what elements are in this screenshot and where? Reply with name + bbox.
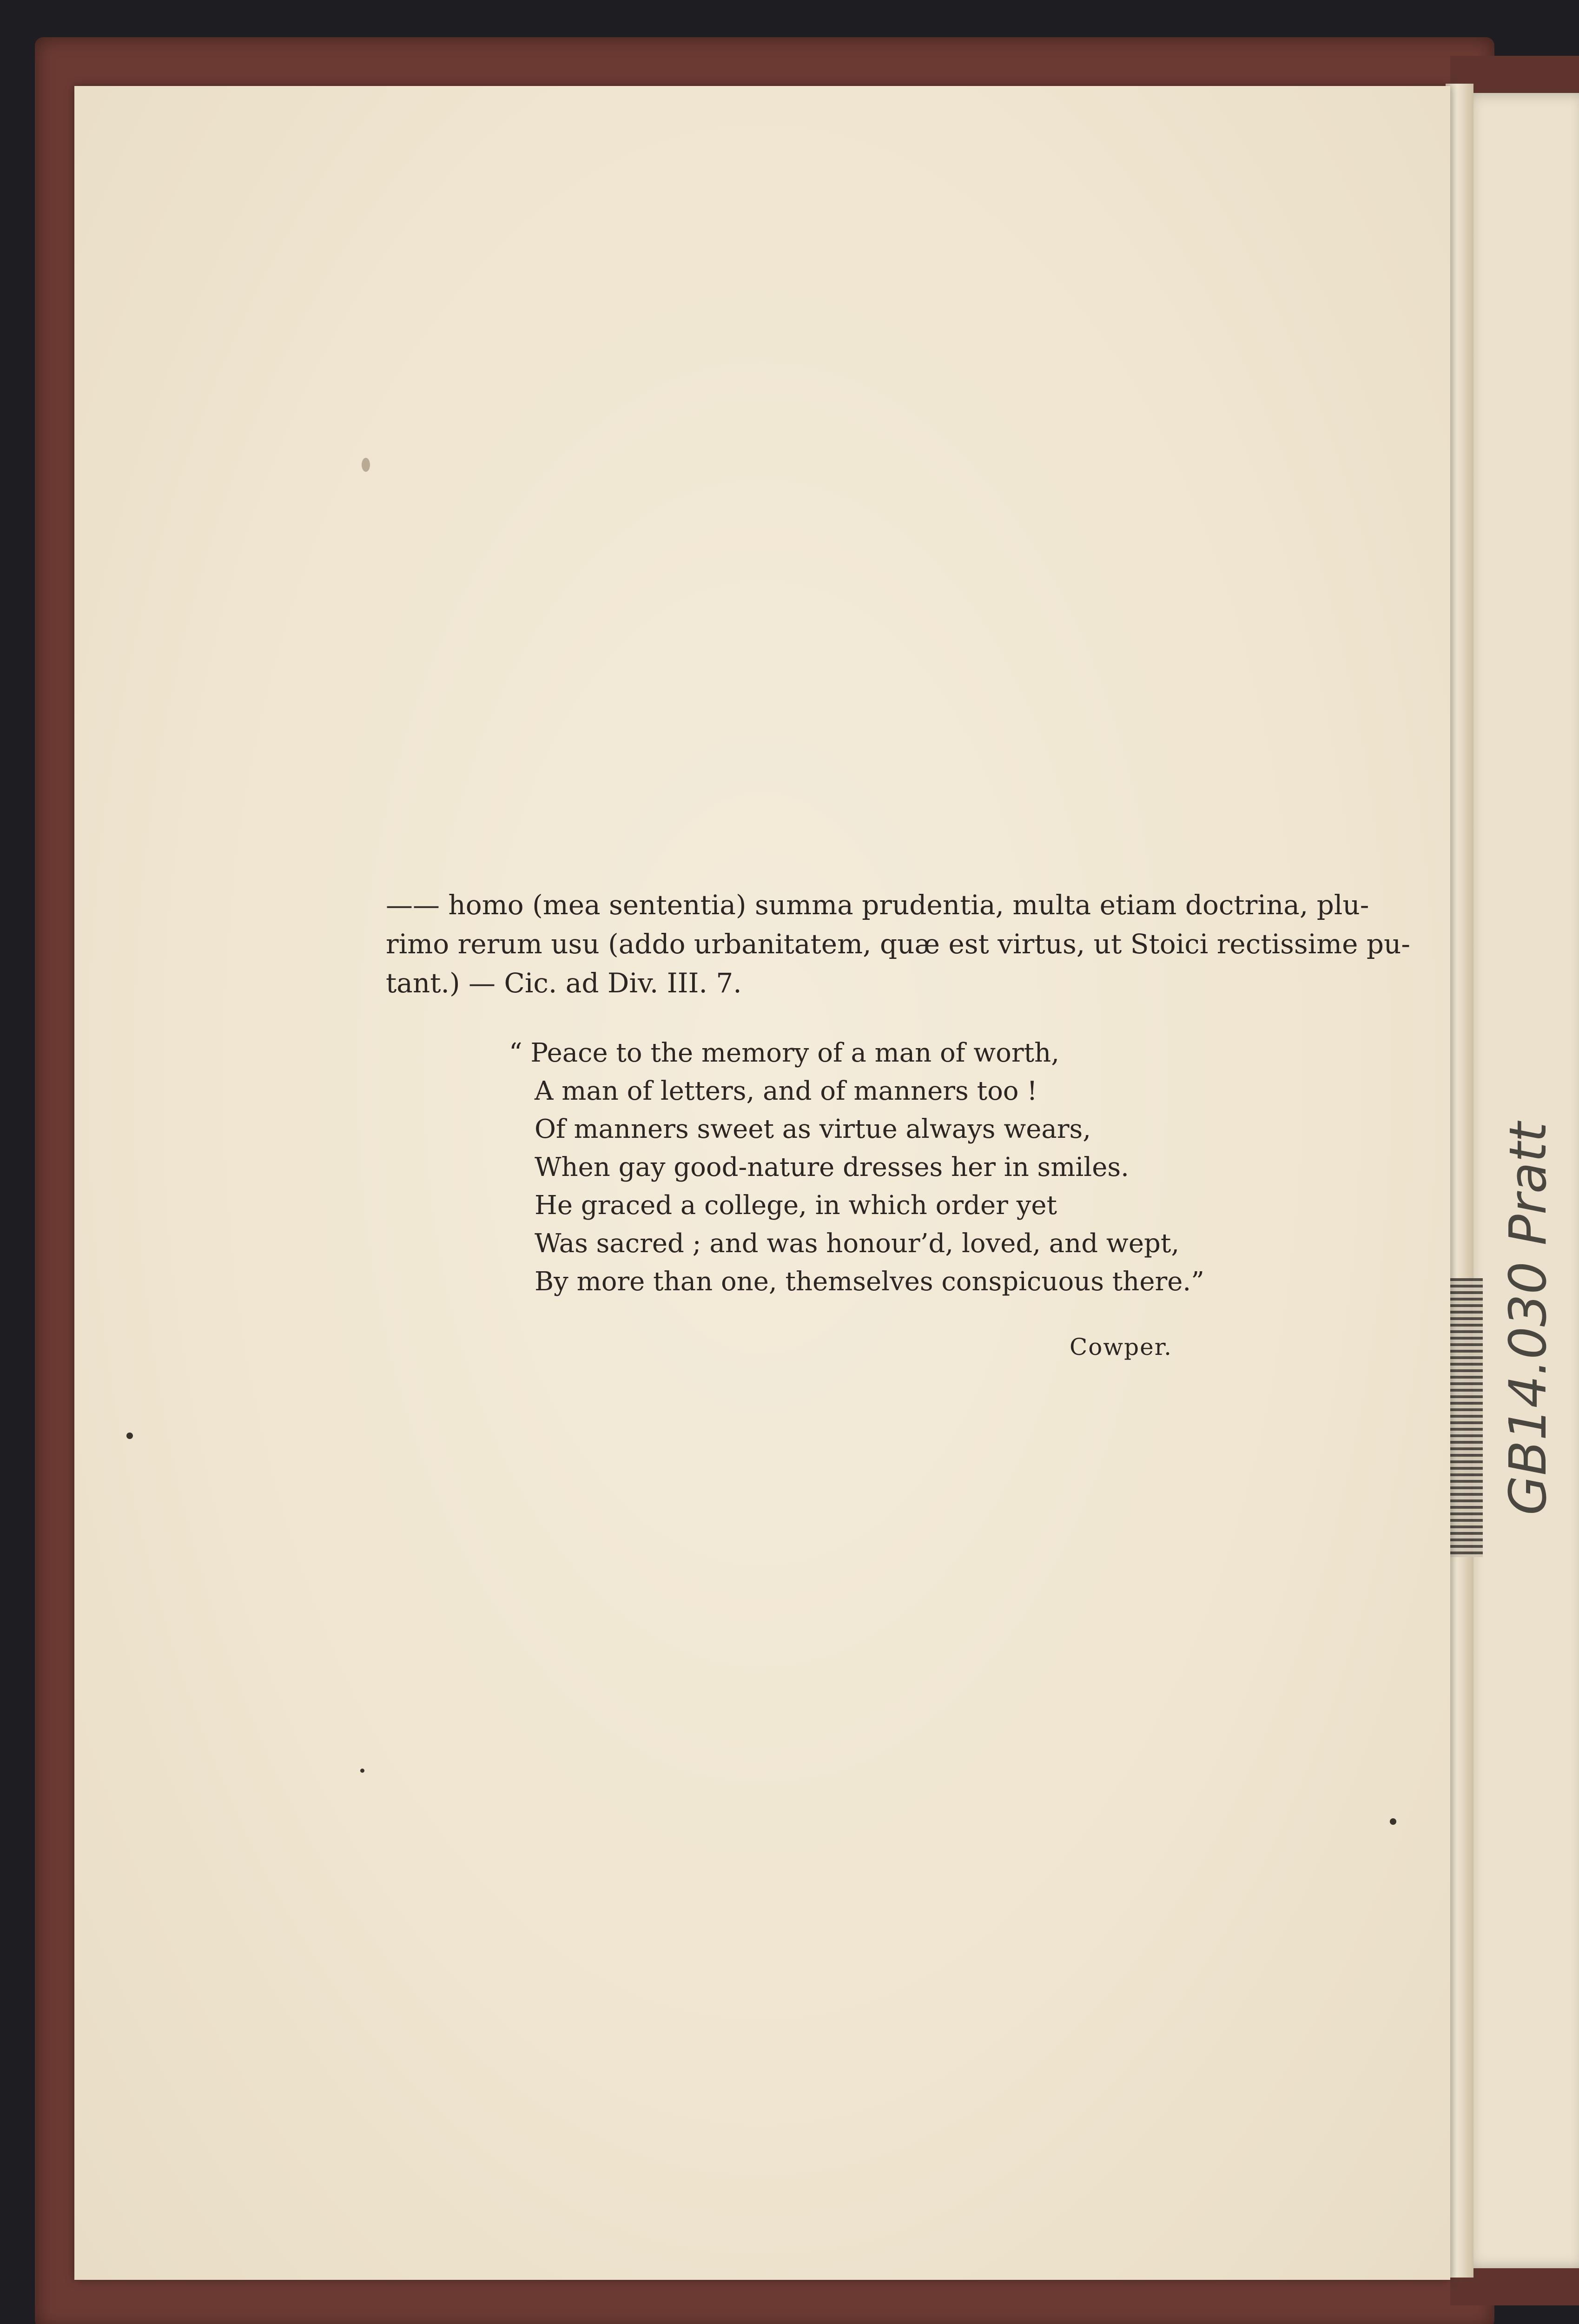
epigraph-line: —— homo (mea sententia) summa prudentia, multa etiam doctrina, plu- (386, 889, 1369, 921)
binding-threads (1450, 1278, 1483, 1557)
paper-speck (362, 458, 370, 472)
poem-line: “ Peace to the memory of a man of worth, (509, 1038, 1060, 1068)
poem-line: By more than one, themselves conspicuous there.” (535, 1267, 1204, 1297)
poem-line: When gay good-nature dresses her in smiles. (535, 1152, 1129, 1182)
epigraph-line: tant.) — Cic. ad Div. III. 7. (386, 967, 742, 999)
poem-line: Of manners sweet as virtue always wears, (535, 1114, 1091, 1144)
paper-speck (1390, 1818, 1396, 1825)
poem-attribution: Cowper. (1069, 1334, 1172, 1360)
poem-line: A man of letters, and of manners too ! (535, 1076, 1037, 1106)
handwritten-shelfmark (1480, 1106, 1573, 1525)
shelfmark-text: GB14.030 Pratt (1498, 1122, 1558, 1515)
paper-speck (360, 1769, 364, 1773)
poem-line: Was sacred ; and was honour’d, loved, and wept, (535, 1228, 1180, 1259)
poem-quote (509, 1034, 1204, 1301)
latin-epigraph (386, 885, 1410, 1003)
poem-line: He graced a college, in which order yet (535, 1190, 1057, 1221)
epigraph-line: rimo rerum usu (addo urbanitatem, quæ est virtus, ut Stoici rectissime pu- (386, 928, 1410, 960)
paper-speck (126, 1433, 133, 1439)
